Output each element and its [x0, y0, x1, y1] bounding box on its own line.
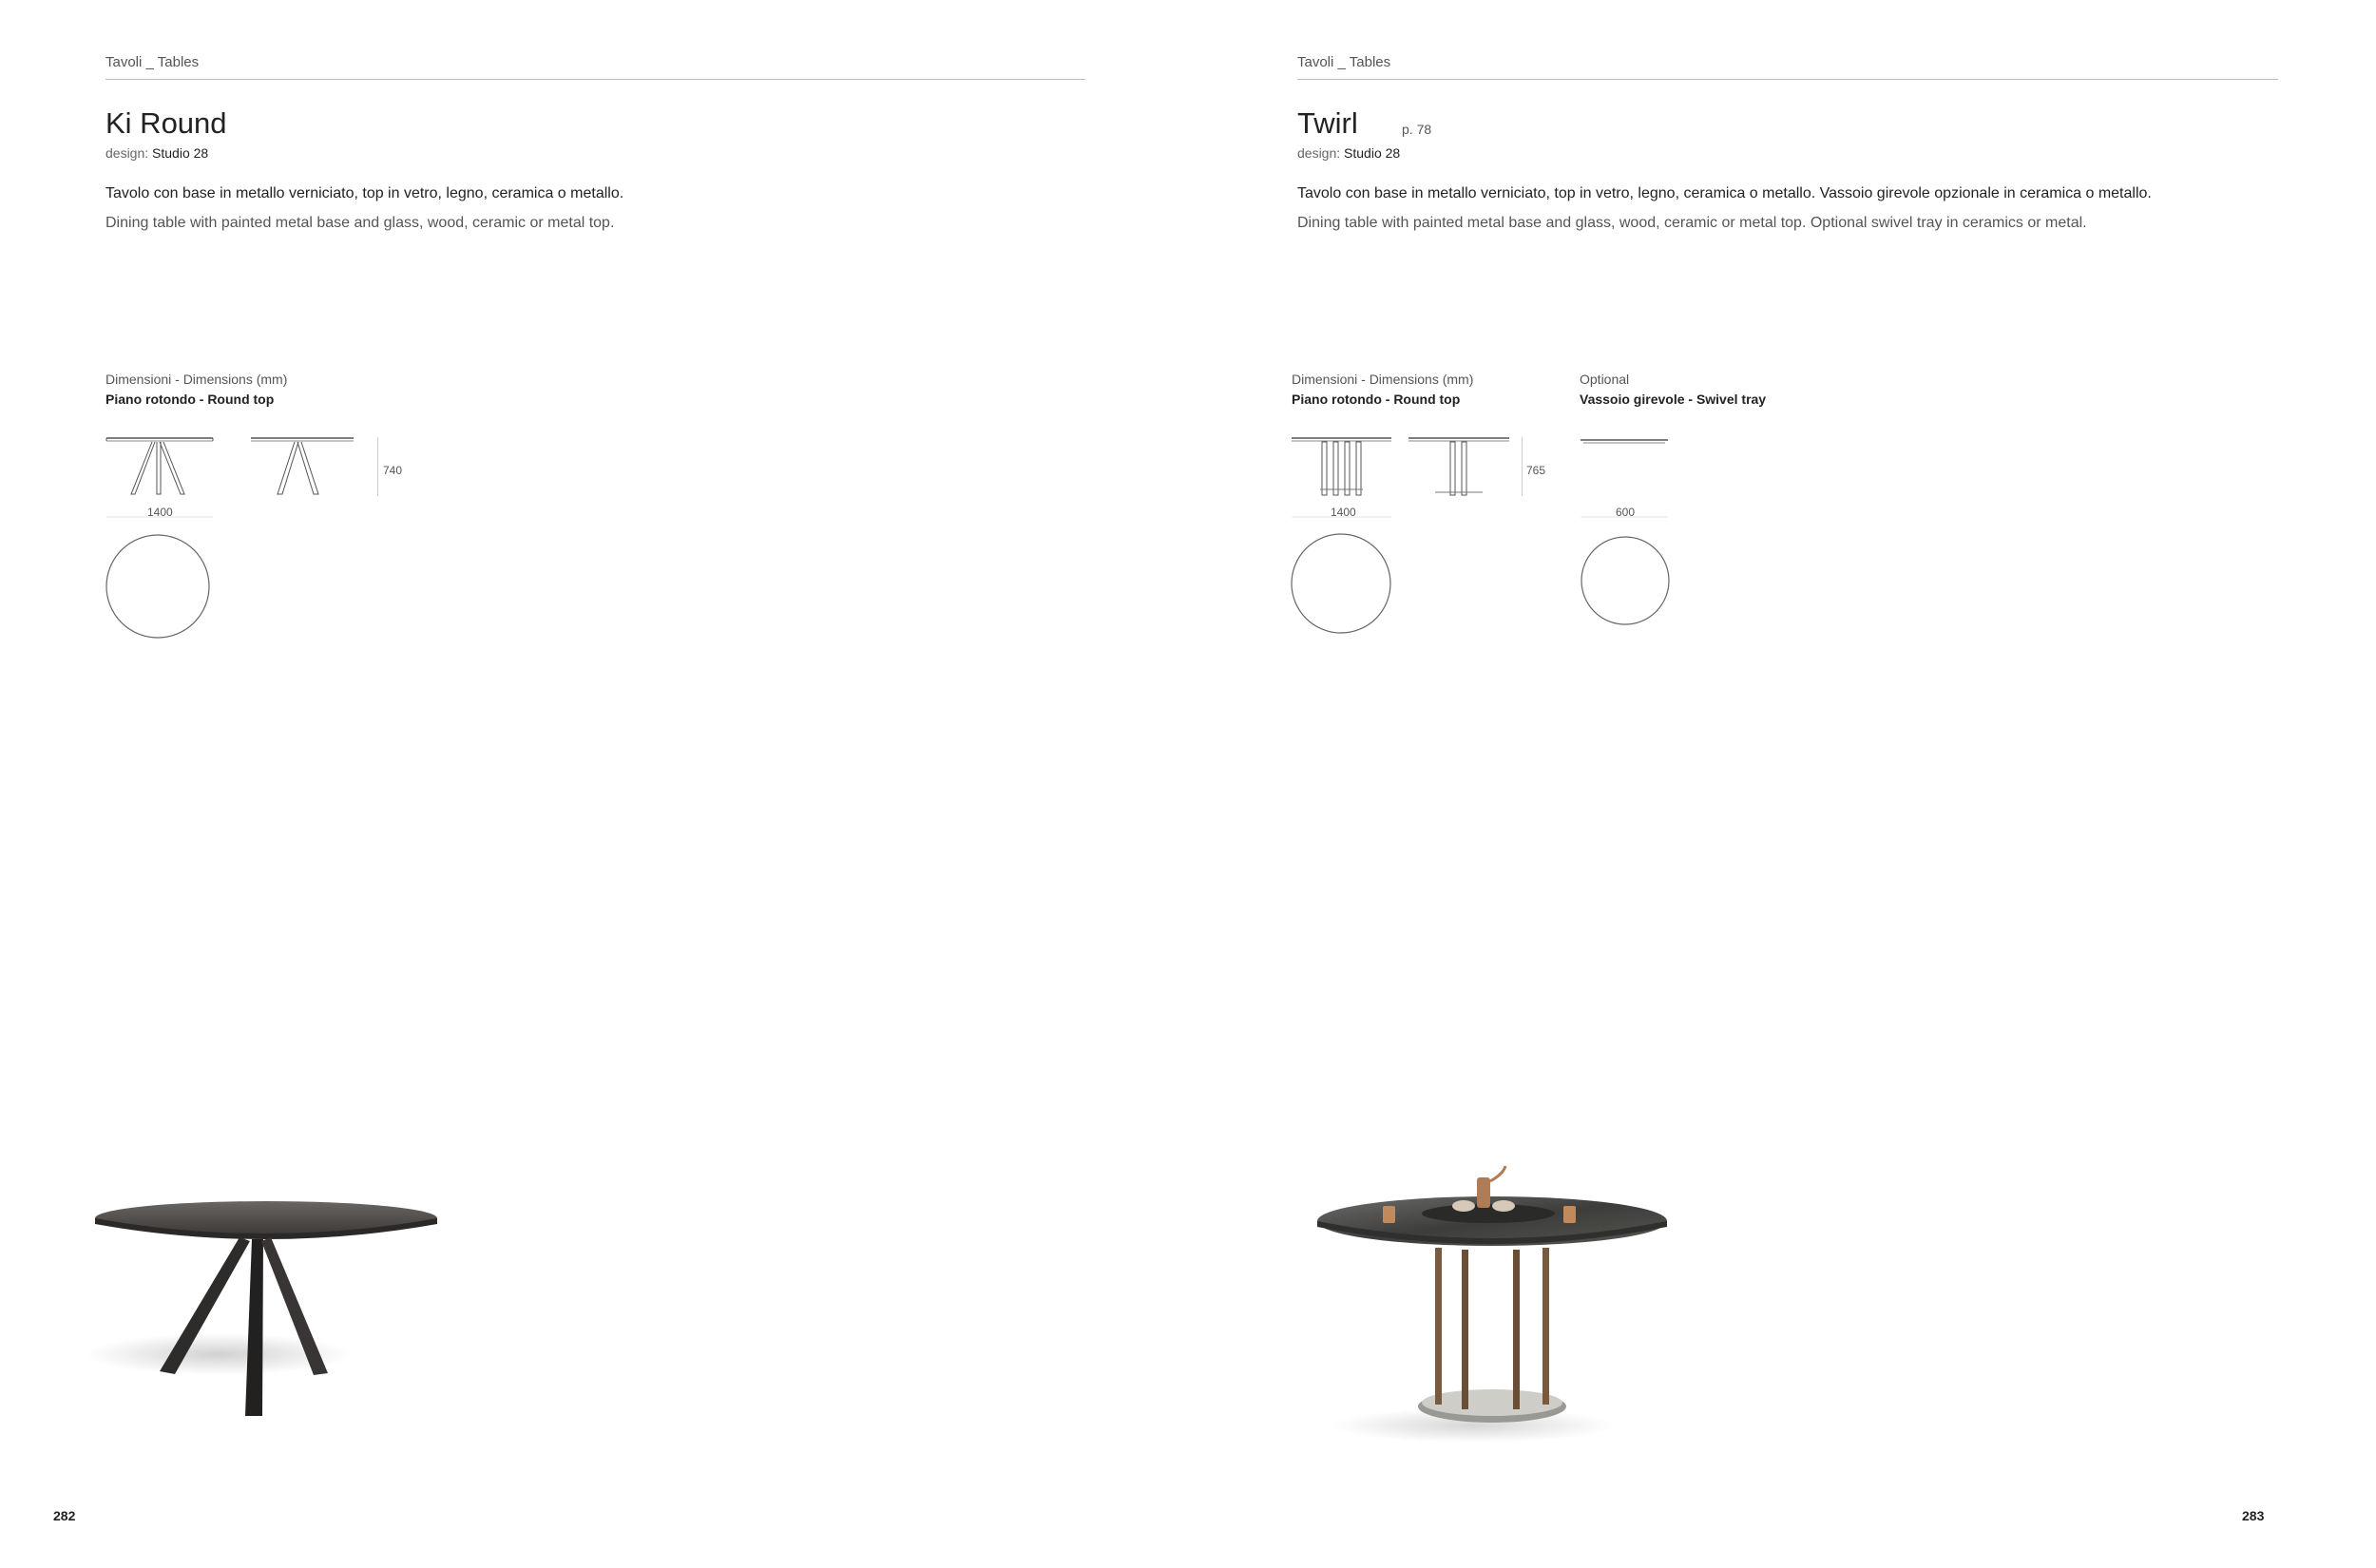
- dimensions-subtitle: Piano rotondo - Round top: [1292, 392, 1461, 407]
- header-rule: [1297, 79, 2278, 80]
- dimensions-label: Dimensioni - Dimensions (mm): [105, 372, 288, 387]
- designer-name: Studio 28: [1344, 145, 1401, 161]
- width-dimension: 1400: [147, 506, 173, 519]
- dimensions-subtitle: Piano rotondo - Round top: [105, 392, 275, 407]
- section-header: Tavoli _ Tables: [105, 54, 200, 70]
- design-label: design:: [1297, 145, 1341, 161]
- ki-round-table-photo: [76, 1178, 475, 1444]
- design-credit: [1297, 145, 1400, 161]
- product-title: Ki Round: [105, 106, 227, 140]
- width-dimension: 1400: [1331, 506, 1356, 519]
- product-title: Twirl: [1297, 106, 1358, 140]
- description-italian: Tavolo con base in metallo verniciato, top in vetro, legno, ceramica o metallo.: [105, 185, 624, 201]
- designer-name: Studio 28: [152, 145, 209, 161]
- tray-plan-drawing: [1578, 533, 1673, 628]
- plan-view-drawing: [103, 531, 213, 641]
- tray-width-dimension: 600: [1616, 506, 1636, 519]
- description-english: Dining table with painted metal base and glass, wood, ceramic or metal top.: [105, 215, 615, 231]
- height-guide-line: [377, 437, 378, 496]
- twirl-table-photo: [1302, 1155, 1682, 1449]
- header-rule: [105, 79, 1085, 80]
- optional-subtitle: Vassoio girevole - Swivel tray: [1580, 392, 1767, 407]
- description-italian: Tavolo con base in metallo verniciato, top in vetro, legno, ceramica o metallo. Vassoio girevole opzionale in ceramica o metallo.: [1297, 185, 2152, 201]
- height-dimension: 765: [1526, 464, 1546, 477]
- height-guide-line: [1522, 437, 1523, 496]
- page-number: 283: [2242, 1508, 2265, 1523]
- description-english: Dining table with painted metal base and glass, wood, ceramic or metal top. Optional swivel tray in ceramics or metal.: [1297, 215, 2087, 231]
- plan-view-drawing: [1289, 531, 1393, 636]
- dimensions-label: Dimensioni - Dimensions (mm): [1292, 372, 1474, 387]
- design-credit: [105, 145, 208, 161]
- side-elevation-drawing: [249, 433, 363, 502]
- height-dimension: 740: [383, 464, 403, 477]
- side-elevation-drawing: [1407, 433, 1515, 502]
- optional-label: Optional: [1580, 372, 1630, 387]
- page-number: 282: [53, 1508, 76, 1523]
- page-reference: p. 78: [1402, 122, 1432, 137]
- design-label: design:: [105, 145, 149, 161]
- right-page: [1188, 0, 2376, 1568]
- section-header: Tavoli _ Tables: [1297, 54, 1391, 70]
